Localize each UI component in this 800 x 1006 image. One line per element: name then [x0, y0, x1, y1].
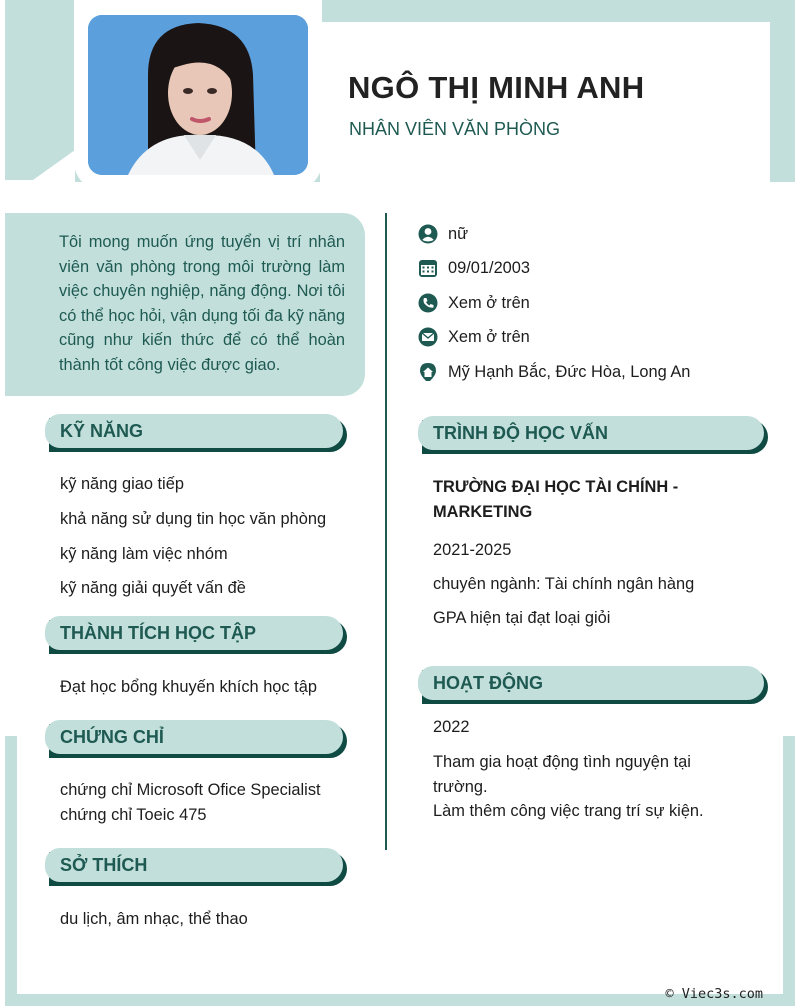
- certificate-item: chứng chỉ Microsoft Ofice Specialist: [60, 781, 321, 799]
- watermark: © Viec3s.com: [665, 986, 763, 1002]
- education-title: TRÌNH ĐỘ HỌC VẤN: [433, 422, 608, 443]
- gender-value: nữ: [448, 224, 469, 243]
- hobbies-header: [45, 848, 343, 882]
- birthday-value: 09/01/2003: [448, 258, 531, 277]
- achievements-title: THÀNH TÍCH HỌC TẬP: [60, 622, 256, 643]
- profile-photo: [88, 15, 308, 175]
- skills-header: [45, 414, 343, 448]
- location-icon: [418, 362, 438, 382]
- skill-item: kỹ năng làm việc nhóm: [60, 545, 228, 563]
- school-name-cont: MARKETING: [433, 503, 533, 521]
- calendar-icon: [418, 258, 438, 278]
- contact-birthday: [418, 258, 531, 278]
- achievements-header: [45, 616, 343, 650]
- education-gpa: GPA hiện tại đạt loại giỏi: [433, 609, 611, 627]
- education-major: chuyên ngành: Tài chính ngân hàng: [433, 575, 695, 593]
- activity-line: Tham gia hoạt động tình nguyện tại: [433, 753, 691, 771]
- job-title: NHÂN VIÊN VĂN PHÒNG: [349, 119, 561, 139]
- skill-item: kỹ năng giao tiếp: [60, 475, 184, 493]
- phone-value: Xem ở trên: [448, 293, 530, 312]
- objective-text: Tôi mong muốn ứng tuyển vị trí nhân viên văn phòng trong môi trường làm việc chuyên nghiệp, năng động. Nơi tôi có thể học hỏi, vận dụng tối đa kỹ năng cũng như kiến thức để có thể hoàn thành tốt công việc được giao.: [59, 233, 345, 374]
- email-value: Xem ở trên: [448, 327, 530, 346]
- phone-icon: [418, 293, 438, 313]
- contact-address: [418, 362, 691, 382]
- activity-line: Làm thêm công việc trang trí sự kiện.: [433, 802, 704, 820]
- activities-title: HOẠT ĐỘNG: [433, 672, 543, 693]
- achievement-item: Đạt học bổng khuyến khích học tập: [60, 678, 317, 696]
- contact-gender: [418, 224, 469, 244]
- contact-email: [418, 327, 530, 347]
- certificates-header: [45, 720, 343, 754]
- activities-header: [418, 666, 764, 700]
- column-divider: [385, 213, 387, 850]
- skill-item: khả năng sử dụng tin học văn phòng: [60, 510, 327, 528]
- education-header: [418, 416, 764, 450]
- education-period: 2021-2025: [433, 541, 512, 559]
- hobbies-text: du lịch, âm nhạc, thể thao: [60, 910, 248, 928]
- certificate-item: chứng chỉ Toeic 475: [60, 806, 207, 824]
- activity-year: 2022: [433, 718, 470, 736]
- candidate-name: NGÔ THỊ MINH ANH: [348, 70, 645, 105]
- skill-item: kỹ năng giải quyết vấn đề: [60, 579, 246, 597]
- email-icon: [418, 327, 438, 347]
- activity-line: trường.: [433, 778, 488, 796]
- skills-title: KỸ NĂNG: [60, 420, 144, 441]
- user-icon: [418, 224, 438, 244]
- hobbies-title: SỞ THÍCH: [60, 854, 148, 875]
- school-name: TRƯỜNG ĐẠI HỌC TÀI CHÍNH -: [433, 478, 679, 496]
- career-objective: [5, 213, 365, 396]
- address-value: Mỹ Hạnh Bắc, Đức Hòa, Long An: [448, 362, 691, 381]
- contact-phone: [418, 293, 530, 313]
- certificates-title: CHỨNG CHỈ: [60, 726, 164, 747]
